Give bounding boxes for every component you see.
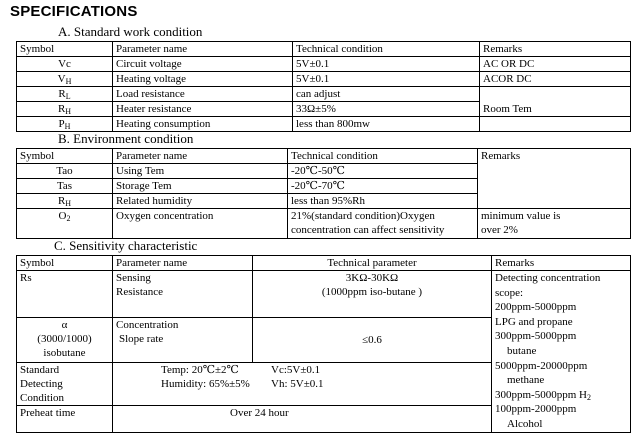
technical-cell: 3KΩ-30KΩ (1000ppm iso-butane )	[253, 271, 492, 318]
header-symbol: Symbol	[17, 256, 113, 271]
header-parameter: Parameter name	[113, 149, 288, 164]
remarks-cell: Detecting concentration scope: 200ppm-5000ppm LPG and propane 300ppm-5000ppm butane 5000ppm-20000ppm methane 300ppm-5000ppm $H_2$ 100ppm-2000ppm Alcohol	[492, 271, 631, 433]
symbol-cell: $R_H$	[17, 102, 113, 117]
remarks-cell	[478, 164, 631, 179]
header-technical: Technical parameter	[253, 256, 492, 271]
section-c-heading: C. Sensitivity characteristic	[54, 238, 198, 253]
sensitivity-table	[16, 255, 631, 433]
table-header-row	[17, 149, 631, 164]
parameter-cell: Heater resistance	[113, 102, 293, 117]
remarks-cell	[478, 179, 631, 194]
symbol-cell: $R_L$	[17, 87, 113, 102]
symbol-cell: α (3000/1000) isobutane	[17, 318, 113, 363]
section-a-heading: A. Standard work condition	[58, 24, 203, 39]
technical-cell: -20℃-50℃	[288, 164, 478, 179]
section-b-heading: B. Environment condition	[58, 131, 194, 146]
standard-condition-table	[16, 41, 631, 132]
environment-condition-table	[16, 148, 631, 239]
table-row	[17, 164, 631, 179]
symbol-cell: Tao	[17, 164, 113, 179]
header-remarks: Remarks	[480, 42, 631, 57]
technical-cell: -20℃-70℃	[288, 179, 478, 194]
remarks-cell: AC OR DC	[480, 57, 631, 72]
table-row	[17, 194, 631, 209]
parameter-cell: Heating consumption	[113, 117, 293, 132]
parameter-cell: Using Tem	[113, 164, 288, 179]
remarks-cell: ACOR DC	[480, 72, 631, 87]
parameter-cell: Concentration Slope rate	[113, 318, 253, 363]
table-header-row	[17, 256, 631, 271]
technical-cell: 21%(standard condition)Oxygen concentration can affect sensitivity	[288, 209, 478, 239]
table-row	[17, 87, 631, 102]
table-row	[17, 117, 631, 132]
symbol-cell: $R_H$	[17, 194, 113, 209]
remarks-cell: Room Tem	[480, 102, 631, 117]
symbol-cell: Rs	[17, 271, 113, 318]
remarks-cell	[480, 87, 631, 102]
technical-cell: can adjust	[293, 87, 480, 102]
table-row	[17, 102, 631, 117]
parameter-cell: Oxygen concentration	[113, 209, 288, 239]
technical-cell: Over 24 hour	[113, 406, 492, 433]
parameter-cell: Circuit voltage	[113, 57, 293, 72]
technical-cell: 5V±0.1	[293, 57, 480, 72]
symbol-cell: Vc	[17, 57, 113, 72]
symbol-cell: $O_2$	[17, 209, 113, 239]
remarks-cell	[478, 194, 631, 209]
parameter-cell: Storage Tem	[113, 179, 288, 194]
header-remarks: Remarks	[478, 149, 631, 164]
remarks-cell: minimum value is over 2%	[478, 209, 631, 239]
technical-cell: less than 95%Rh	[288, 194, 478, 209]
technical-cell: ≤0.6	[253, 318, 492, 363]
page-title: SPECIFICATIONS	[10, 3, 138, 20]
symbol-cell: $P_H$	[17, 117, 113, 132]
technical-cell: 5V±0.1	[293, 72, 480, 87]
symbol-cell: Preheat time	[17, 406, 113, 433]
header-technical: Technical condition	[288, 149, 478, 164]
header-remarks: Remarks	[492, 256, 631, 271]
table-row	[17, 179, 631, 194]
technical-cell: 33Ω±5%	[293, 102, 480, 117]
symbol-cell: $V_H$	[17, 72, 113, 87]
symbol-cell: Tas	[17, 179, 113, 194]
table-row	[17, 209, 631, 239]
parameter-cell: Sensing Resistance	[113, 271, 253, 318]
header-symbol: Symbol	[17, 42, 113, 57]
header-parameter: Parameter name	[113, 256, 253, 271]
table-row	[17, 57, 631, 72]
table-row	[17, 72, 631, 87]
remarks-cell	[480, 117, 631, 132]
technical-cell: less than 800mw	[293, 117, 480, 132]
technical-cell: Temp: 20℃±2℃ Vc:5V±0.1 Humidity: 65%±5% Vh: 5V±0.1	[113, 363, 492, 406]
symbol-cell: Standard Detecting Condition	[17, 363, 113, 406]
parameter-cell: Load resistance	[113, 87, 293, 102]
header-symbol: Symbol	[17, 149, 113, 164]
header-parameter: Parameter name	[113, 42, 293, 57]
header-technical: Technical condition	[293, 42, 480, 57]
table-header-row	[17, 42, 631, 57]
parameter-cell: Related humidity	[113, 194, 288, 209]
table-row	[17, 271, 631, 318]
parameter-cell: Heating voltage	[113, 72, 293, 87]
